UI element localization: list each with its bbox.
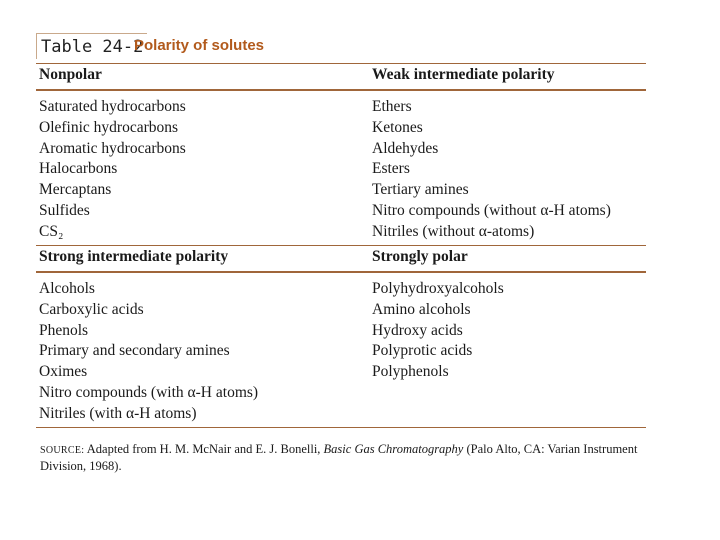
group-body (36, 91, 646, 245)
solute-list-item: Alcohols (39, 280, 95, 297)
table-figure (36, 33, 646, 473)
solute-list-item: Olefinic hydrocarbons (39, 118, 179, 136)
solute-list-item: Hydroxy acids (372, 321, 463, 339)
source-text: Adapted from H. M. McNair and E. J. Bonelli, (84, 442, 324, 456)
strongly-polar-list (372, 279, 504, 383)
solute-list-item: Ketones (372, 118, 423, 136)
solute-list-item: Saturated hydrocarbons (39, 98, 186, 115)
solute-list-item: CS₂ (39, 222, 64, 240)
solute-list-item: Amino alcohols (372, 300, 471, 318)
table-source-note (40, 442, 640, 474)
solute-list-item: Polyhydroxyalcohols (372, 280, 504, 297)
source-text-end: (Palo Alto, CA: Varian Instrument Division, 1968). (40, 442, 638, 473)
solute-list-item: Sulfides (39, 201, 90, 219)
solute-list-item: Polyprotic acids (372, 342, 473, 360)
solute-list-item: Primary and secondary amines (39, 342, 230, 360)
solute-list-item: Aldehydes (372, 139, 439, 157)
solute-list-item: Esters (372, 160, 410, 178)
column-heading-strongly-polar: Strongly polar (372, 248, 468, 265)
solute-list-item: Nitriles (with α-H atoms) (39, 404, 197, 422)
solute-list-item: Carboxylic acids (39, 300, 144, 318)
bottom-rule (36, 427, 646, 428)
solute-list-item: Halocarbons (39, 160, 118, 178)
solute-list-item: Nitriles (without α-atoms) (372, 222, 535, 240)
solute-list-item: Polyphenols (372, 363, 449, 381)
solute-list-item: Nitro compounds (without α-H atoms) (372, 201, 611, 219)
source-tag: SOURCE: (40, 445, 85, 456)
solute-list-item: Nitro compounds (with α-H atoms) (39, 383, 259, 401)
group-header-row (36, 246, 646, 271)
group-header-row (36, 64, 646, 89)
table-caption (36, 33, 646, 63)
column-heading-nonpolar: Nonpolar (39, 66, 102, 83)
source-book-title: Basic Gas Chromatography (323, 442, 464, 456)
table-number: Table 24-2 (36, 33, 147, 59)
solute-list-item: Mercaptans (39, 181, 112, 199)
weak-intermediate-list (372, 97, 611, 243)
solute-list-item: Tertiary amines (372, 181, 469, 199)
column-heading-strong-intermediate: Strong intermediate polarity (39, 248, 229, 265)
solute-list-item: Oximes (39, 363, 88, 381)
nonpolar-list (39, 97, 186, 243)
table-title: Polarity of solutes (134, 37, 265, 54)
column-heading-weak-intermediate: Weak intermediate polarity (372, 66, 555, 83)
group-body (36, 273, 646, 427)
solute-list-item: Phenols (39, 321, 89, 339)
strong-intermediate-list (39, 279, 258, 425)
solute-list-item: Ethers (372, 98, 412, 115)
solute-list-item: Aromatic hydrocarbons (39, 139, 186, 157)
